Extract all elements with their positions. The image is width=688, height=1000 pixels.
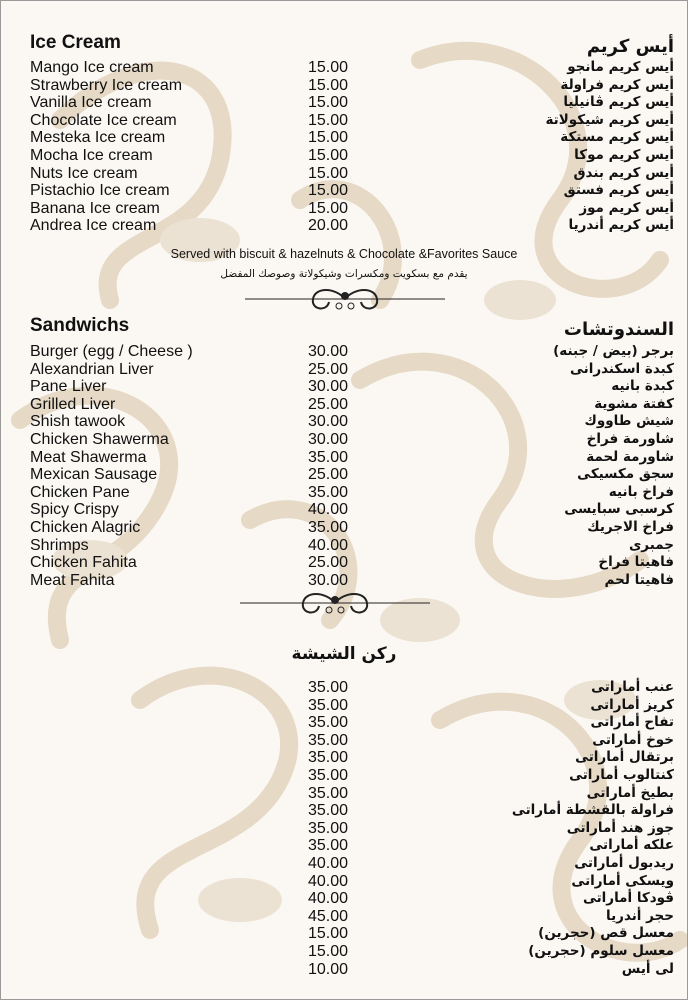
item-name-ar: أيس كريم أندريا: [568, 217, 674, 234]
item-name-en: Spicy Crispy: [30, 501, 119, 519]
menu-item: [0, 873, 688, 891]
item-price: 10.00: [308, 960, 349, 978]
item-price: 30.00: [308, 413, 349, 431]
item-name-en: Chicken Pane: [30, 483, 130, 501]
item-price: 35.00: [308, 837, 349, 855]
item-name-ar: كبدة اسكندرانى: [569, 360, 674, 377]
item-name-en: Mango Ice cream: [30, 59, 154, 76]
menu-item: [0, 925, 688, 943]
item-name-ar: كريز أماراتى: [590, 696, 674, 713]
item-price: 15.00: [308, 146, 349, 164]
menu-item: [0, 679, 688, 697]
item-price: 35.00: [308, 483, 349, 501]
item-name-ar: عنب أماراتى: [591, 679, 674, 695]
item-name-ar: برتقال أماراتى: [575, 749, 674, 766]
item-name-ar: فاهيتا فراخ: [598, 554, 674, 571]
item-price: 20.00: [308, 217, 349, 235]
menu-item: [0, 785, 688, 803]
ornament-divider: [240, 586, 430, 620]
item-name-en: Alexandrian Liver: [30, 360, 154, 378]
item-price: 35.00: [308, 714, 349, 732]
item-price: 30.00: [308, 343, 349, 360]
item-price: 35.00: [308, 819, 349, 837]
menu-item: [0, 378, 688, 396]
shisha-list: [0, 679, 688, 978]
item-name-en: Meat Fahita: [30, 571, 115, 589]
item-name-ar: تفاح أماراتى: [590, 714, 674, 731]
menu-item: [0, 413, 688, 431]
sandwiches-list: [0, 343, 688, 589]
item-price: 30.00: [308, 571, 349, 589]
menu-item: [0, 217, 688, 235]
item-price: 35.00: [308, 448, 349, 466]
menu-item: [0, 961, 688, 979]
item-name-ar: شاورمة لحمة: [586, 448, 674, 465]
item-name-en: Chicken Fahita: [30, 554, 137, 572]
menu-item: [0, 537, 688, 555]
item-price: 35.00: [308, 802, 349, 820]
item-price: 35.00: [308, 749, 349, 767]
menu-item: [0, 697, 688, 715]
item-price: 35.00: [308, 696, 349, 714]
item-price: 35.00: [308, 518, 349, 536]
item-name-ar: فراخ الاجريك: [587, 518, 674, 535]
item-name-ar: أيس كريم موز: [579, 199, 674, 216]
menu-item: [0, 908, 688, 926]
ice-cream-note-ar: يقدم مع بسكويت ومكسرات وشيكولاتة وصوصك المفضل: [220, 268, 468, 280]
menu-item: [0, 94, 688, 112]
item-name-en: Andrea Ice cream: [30, 217, 157, 235]
ice-cream-note-en: Served with biscuit & hazelnuts & Chocolate &Favorites Sauce: [170, 247, 518, 261]
menu-item: [0, 396, 688, 414]
menu-item: [0, 77, 688, 95]
ice-cream-title-en: Ice Cream: [30, 32, 121, 53]
item-name-ar: أيس كريم بندق: [573, 164, 674, 181]
sandwiches-title-ar: السندوتشات: [563, 319, 674, 340]
item-price: 15.00: [308, 182, 349, 200]
shisha-title-ar: ركن الشيشة: [291, 644, 397, 664]
item-name-en: Chocolate Ice cream: [30, 111, 177, 129]
item-name-ar: أيس كريم مستكة: [560, 129, 674, 146]
menu-item: [0, 767, 688, 785]
item-price: 45.00: [308, 907, 349, 925]
item-name-ar: كبدة بانيه: [611, 378, 674, 395]
item-name-en: Mocha Ice cream: [30, 146, 153, 164]
menu-item: [0, 714, 688, 732]
menu-item: [0, 554, 688, 572]
menu-item: [0, 837, 688, 855]
menu-item: [0, 112, 688, 130]
item-price: 25.00: [308, 554, 349, 572]
item-price: 15.00: [308, 942, 349, 960]
menu-item: [0, 749, 688, 767]
item-name-en: Burger (egg / Cheese ): [30, 343, 193, 360]
item-name-en: Pistachio Ice cream: [30, 182, 170, 200]
item-name-ar: ريدبول أماراتى: [574, 854, 674, 871]
menu-item: [0, 361, 688, 379]
menu-item: [0, 466, 688, 484]
item-price: 15.00: [308, 76, 349, 94]
item-name-en: Vanilla Ice cream: [30, 94, 152, 112]
item-name-en: Strawberry Ice cream: [30, 76, 183, 94]
menu-item: [0, 855, 688, 873]
item-name-ar: فراخ بانيه: [608, 483, 674, 500]
item-price: 15.00: [308, 129, 349, 147]
item-name-ar: معسل سلوم (حجرين): [528, 942, 674, 959]
item-price: 35.00: [308, 784, 349, 802]
item-name-en: Shrimps: [30, 536, 89, 554]
item-name-en: Chicken Alagric: [30, 518, 141, 536]
item-price: 40.00: [308, 854, 349, 872]
item-price: 40.00: [308, 501, 349, 519]
item-price: 25.00: [308, 466, 349, 484]
menu-item: [0, 943, 688, 961]
menu-item: [0, 129, 688, 147]
item-name-ar: كرسبى سبايسى: [564, 501, 674, 518]
menu-item: [0, 802, 688, 820]
item-name-en: Shish tawook: [30, 413, 126, 431]
item-name-en: Grilled Liver: [30, 395, 116, 413]
item-name-ar: ويسكى أماراتى: [571, 872, 674, 889]
menu-item: [0, 501, 688, 519]
item-price: 35.00: [308, 679, 349, 696]
item-name-ar: أيس كريم شيكولاتة: [545, 111, 674, 128]
item-price: 15.00: [308, 925, 349, 943]
item-name-ar: جوز هند أماراتى: [566, 819, 674, 836]
menu-item: [0, 449, 688, 467]
item-name-en: Banana Ice cream: [30, 199, 160, 217]
menu-item: [0, 484, 688, 502]
item-name-ar: لى أيس: [621, 960, 674, 977]
item-price: 25.00: [308, 395, 349, 413]
menu-item: [0, 59, 688, 77]
item-name-ar: شاورمة فراخ: [586, 430, 674, 447]
item-price: 25.00: [308, 360, 349, 378]
item-name-en: Chicken Shawerma: [30, 430, 169, 448]
item-name-ar: فراولة بالقشطة أماراتى: [511, 802, 674, 819]
item-name-en: Nuts Ice cream: [30, 164, 138, 182]
item-name-en: Pane Liver: [30, 378, 107, 396]
item-name-ar: أيس كريم ڤانيليا: [563, 94, 674, 111]
item-price: 40.00: [308, 890, 349, 908]
menu-item: [0, 182, 688, 200]
menu-item: [0, 147, 688, 165]
item-name-ar: برجر (بيض / جبنه): [553, 343, 674, 359]
ornament-divider: [245, 282, 445, 316]
menu-item: [0, 165, 688, 183]
item-name-ar: بطيخ أماراتى: [586, 784, 674, 801]
item-name-ar: أيس كريم فستق: [563, 182, 674, 199]
item-name-ar: كنتالوب أماراتى: [569, 766, 674, 783]
item-name-en: Mesteka Ice cream: [30, 129, 166, 147]
menu-item: [0, 519, 688, 537]
menu-item: [0, 200, 688, 218]
item-price: 40.00: [308, 536, 349, 554]
item-name-ar: خوخ أماراتى: [592, 731, 674, 748]
menu-item: [0, 732, 688, 750]
sandwiches-title-en: Sandwichs: [30, 315, 130, 336]
item-name-ar: جمبرى: [628, 536, 674, 553]
item-price: 30.00: [308, 430, 349, 448]
item-price: 35.00: [308, 731, 349, 749]
menu-item: [0, 343, 688, 361]
item-name-ar: فاهيتا لحم: [604, 571, 674, 588]
item-name-ar: شيش طاووك: [584, 413, 674, 430]
item-name-ar: أيس كريم مانجو: [567, 59, 674, 75]
item-price: 15.00: [308, 59, 349, 76]
item-price: 40.00: [308, 872, 349, 890]
ice-cream-list: [0, 59, 688, 235]
item-price: 15.00: [308, 111, 349, 129]
item-name-ar: أيس كريم فراولة: [560, 76, 674, 93]
item-price: 15.00: [308, 164, 349, 182]
item-name-en: Meat Shawerma: [30, 448, 147, 466]
item-price: 15.00: [308, 94, 349, 112]
item-name-ar: حجر أندريا: [606, 907, 674, 924]
menu-item: [0, 820, 688, 838]
item-price: 30.00: [308, 378, 349, 396]
item-name-ar: سجق مكسيكى: [577, 466, 674, 483]
item-name-ar: ڤودكا أماراتى: [582, 890, 674, 907]
item-name-en: Mexican Sausage: [30, 466, 158, 484]
item-name-ar: علكه أماراتى: [589, 837, 674, 854]
item-price: 15.00: [308, 199, 349, 217]
item-name-ar: معسل قص (حجرين): [538, 925, 674, 942]
item-price: 35.00: [308, 766, 349, 784]
menu-item: [0, 431, 688, 449]
menu-item: [0, 890, 688, 908]
item-name-ar: كفتة مشوية: [594, 395, 674, 412]
ice-cream-title-ar: أيس كريم: [586, 36, 674, 57]
item-name-ar: أيس كريم موكا: [574, 146, 674, 163]
